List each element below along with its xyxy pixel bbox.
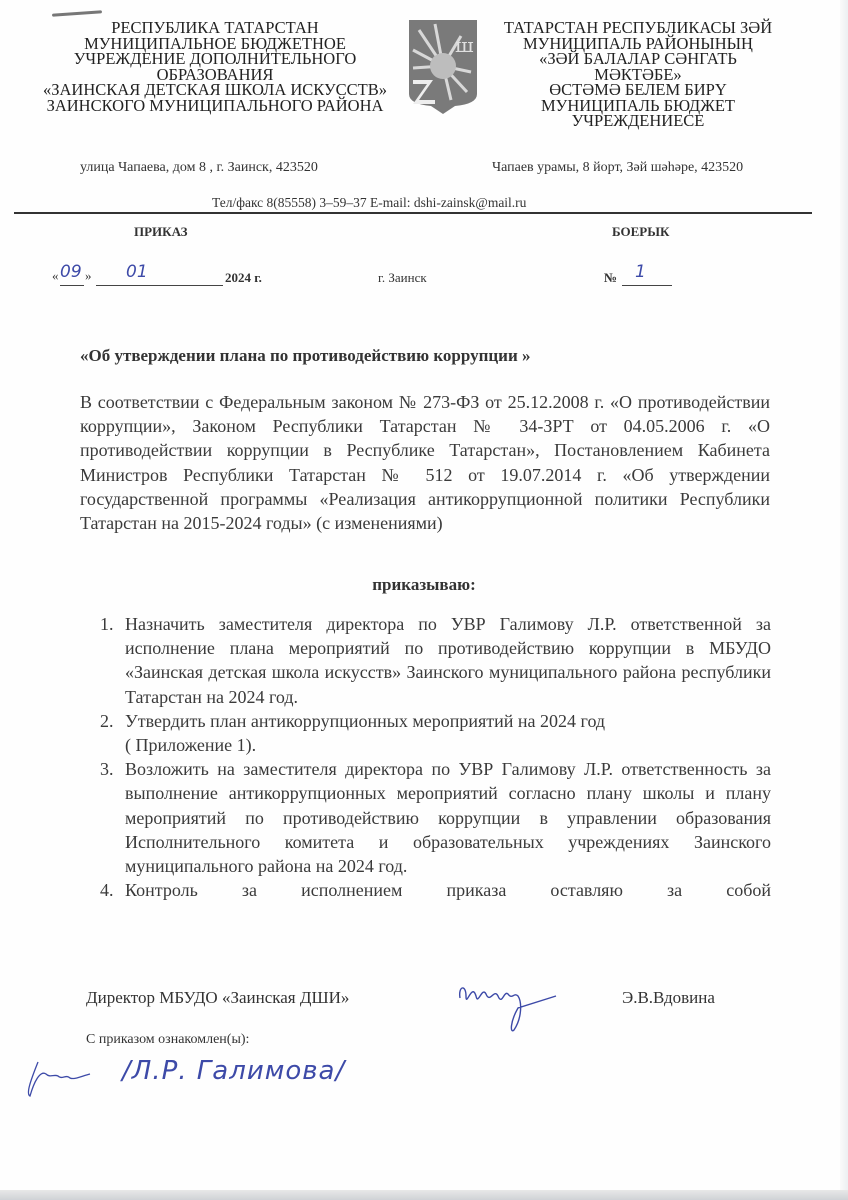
- document-title: «Об утверждении плана по противодействию коррупции »: [80, 346, 531, 365]
- header-left-line: РЕСПУБЛИКА ТАТАРСТАН: [111, 18, 319, 37]
- order-item-text: Контроль за исполнением приказа оставляю за собой: [125, 880, 771, 901]
- scan-edge-right: [840, 0, 848, 1200]
- header-right-line: УЧРЕЖДЕНИЕСЕ: [571, 111, 705, 130]
- order-item: [100, 757, 771, 878]
- date-month-underline: [96, 285, 223, 286]
- order-label-ru: ПРИКАЗ: [134, 224, 188, 239]
- emblem-sun: [430, 53, 456, 79]
- header-right-line: МУНИЦИПАЛЬ БЮДЖЕТ: [540, 95, 736, 115]
- emblem-tamga: ш: [455, 33, 474, 57]
- signatory-name: Э.В.Вдовина: [622, 988, 715, 1007]
- order-item-text-continuation: ( Приложение 1).: [125, 735, 257, 756]
- header-right-line: ӨСТӘМӘ БЕЛЕМ БИРҮ: [549, 80, 727, 99]
- header-right-line: МУНИЦИПАЛЬ РАЙОНЫНЫҢ: [523, 33, 753, 53]
- date-quote-close: »: [85, 268, 92, 283]
- order-item: [100, 612, 771, 709]
- order-item-text: Возложить на заместителя директора по УВР Галимову Л.Р. ответственность за выполнение антикоррупционных мероприятий согласно плану школы и плану мероприятий по противодействию коррупции в управлении образования Исполнительного комитета и образовательных учреждениях Заинского муниципального района на 2024 год.: [125, 759, 771, 877]
- order-number-label: №: [604, 270, 618, 285]
- date-month-handwritten: 01: [126, 262, 148, 282]
- order-label-tt: БОЕРЫК: [612, 224, 670, 239]
- header-left-line: УЧРЕЖДЕНИЕ ДОПОЛНИТЕЛЬНОГО: [73, 49, 357, 68]
- header-right-line: «ЗӘЙ БАЛАЛАР СӘНГАТЬ: [539, 49, 737, 68]
- preamble-paragraph: В соответствии с Федеральным законом № 273-ФЗ от 25.12.2008 г. «О противодействии коррупции», Законом Республики Татарстан № 34-ЗРТ от 04.05.2006 г. «О противодействии коррупции в Республике Татарстан», Постановлением Кабинета Министров Республики Татарстан № 512 от 19.07.2014 г. «Об утверждении государственной программы «Реализация антикоррупционной политики Республики Татарстан на 2015-2024 годы» (с изменениями): [80, 392, 770, 534]
- header-right-line: ТАТАРСТАН РЕСПУБЛИКАСЫ ЗӘЙ: [503, 18, 773, 37]
- order-number-handwritten: 1: [635, 262, 646, 282]
- coat-of-arms-emblem: [405, 16, 481, 116]
- header-left-org-name: [30, 20, 400, 113]
- order-item-text: Утвердить план антикоррупционных мероприятий на 2024 год: [125, 710, 606, 731]
- header-left-line: «ЗАИНСКАЯ ДЕТСКАЯ ШКОЛА ИСКУССТВ»: [43, 80, 387, 99]
- scan-edge-bottom: [0, 1190, 848, 1200]
- order-item-number: 4.: [100, 880, 114, 901]
- address-right: Чапаев урамы, 8 йорт, Зәй шәһәре, 423520: [492, 160, 744, 175]
- order-items-list: [100, 612, 771, 902]
- header-left-line: ОБРАЗОВАНИЯ: [156, 64, 274, 84]
- order-city: г. Заинск: [378, 270, 427, 285]
- header-right-org-name: [488, 20, 788, 129]
- order-item: [100, 709, 771, 757]
- address-left: улица Чапаева, дом 8 , г. Заинск, 423520: [80, 160, 318, 175]
- pen-mark: [52, 10, 102, 16]
- contact-line: Тел/факс 8(85558) 3–59–37 E-mail: dshi-zainsk@mail.ru: [212, 195, 527, 210]
- date-day-underline: [60, 285, 84, 286]
- header-divider: [14, 212, 812, 214]
- acknowledgement-handwritten-name: /Л.Р. Галимова/: [122, 1056, 346, 1086]
- order-item-number: 2.: [100, 710, 114, 731]
- order-item-number: 3.: [100, 759, 114, 780]
- date-day-handwritten: 09: [60, 262, 82, 282]
- date-year: 2024 г.: [225, 270, 262, 285]
- order-item-text: Назначить заместителя директора по УВР Галимову Л.Р. ответственной за исполнение плана мероприятий по противодействию коррупции в МБУДО «Заинская детская школа искусств» Заинского муниципального района республики Татарстан на 2024 год.: [125, 614, 771, 707]
- date-quote-open: «: [52, 268, 59, 283]
- header-right-line: МӘКТӘБЕ»: [594, 64, 682, 84]
- header-left-line: ЗАИНСКОГО МУНИЦИПАЛЬНОГО РАЙОНА: [46, 95, 384, 115]
- header-left-line: МУНИЦИПАЛЬНОЕ БЮДЖЕТНОЕ: [84, 33, 346, 53]
- order-number-underline: [622, 285, 672, 286]
- order-item-number: 1.: [100, 614, 114, 634]
- signatory-role: Директор МБУДО «Заинская ДШИ»: [86, 988, 350, 1007]
- director-signature: [452, 978, 562, 1038]
- orders-word: приказываю:: [372, 575, 476, 594]
- order-item: [100, 878, 771, 902]
- acknowledged-label: С приказом ознакомлен(ы):: [86, 1032, 250, 1047]
